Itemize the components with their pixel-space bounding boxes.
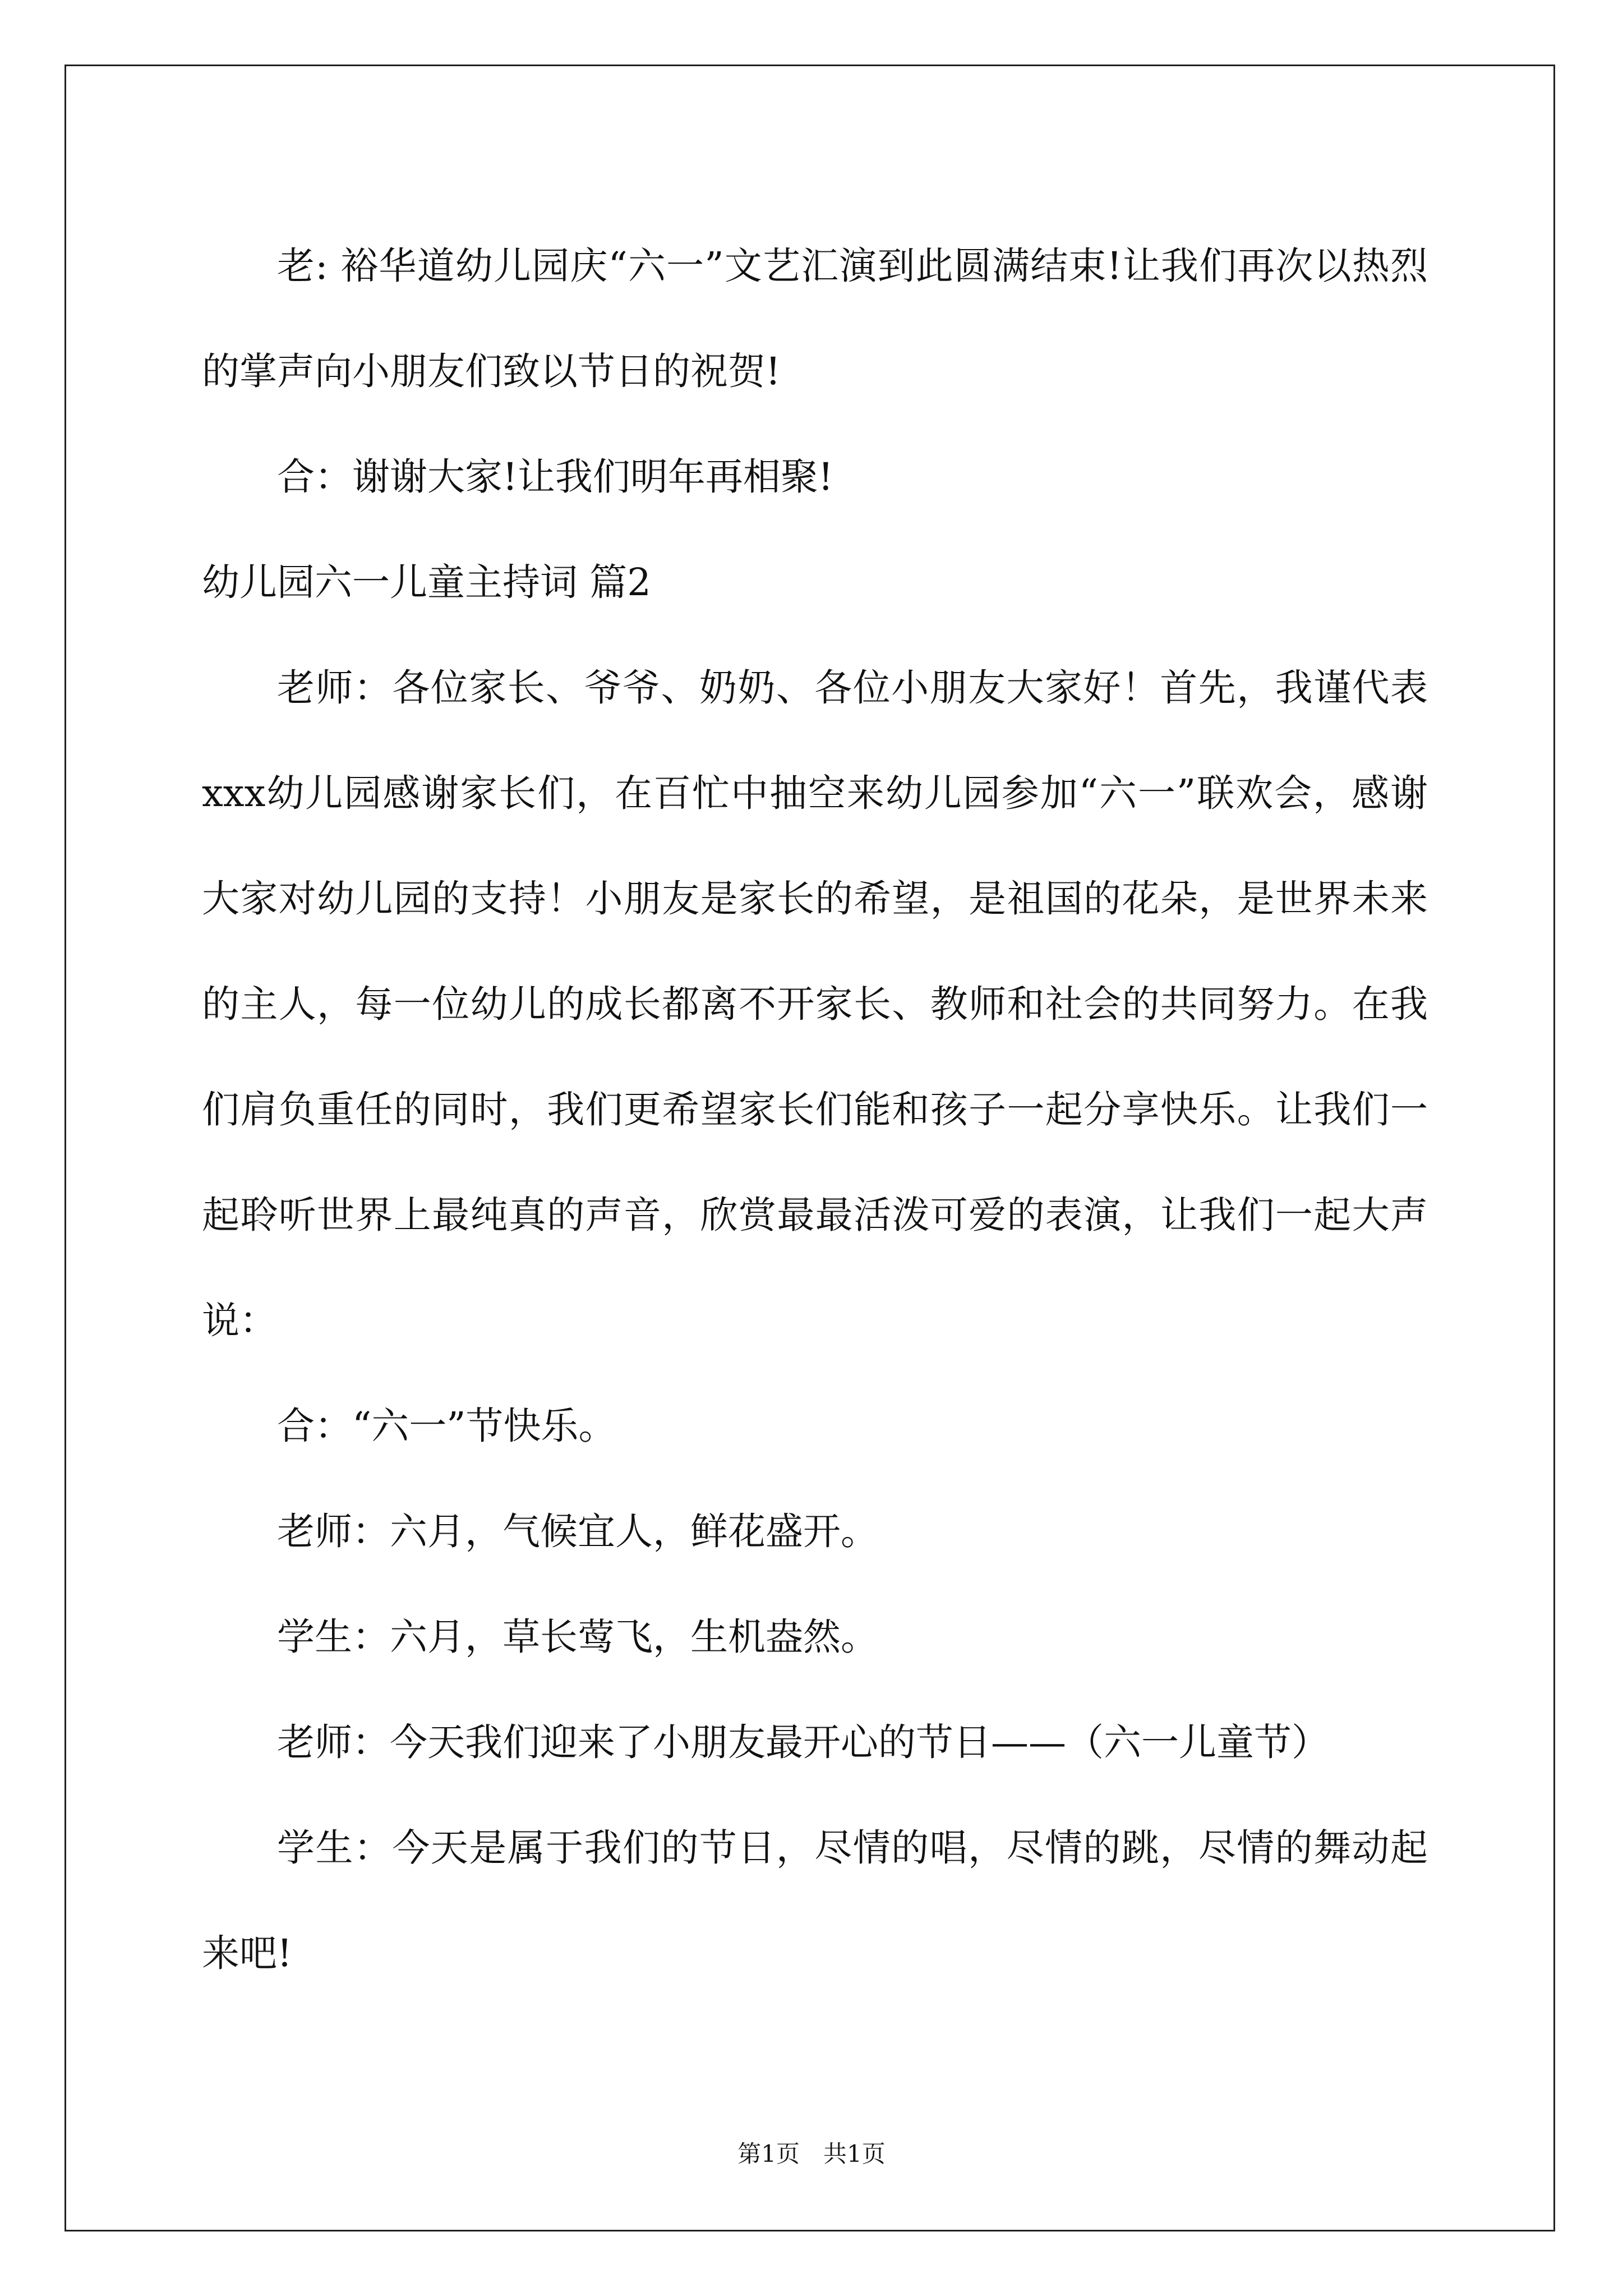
paragraph-teacher-opening: 老师：各位家长、爷爷、奶奶、各位小朋友大家好！首先，我谨代表xxx幼儿园感谢家长们，在百忙中抽空来幼儿园参加“六一”联欢会，感谢大家对幼儿园的支持！小朋友是家长的希望，是祖国的花朵，是世界未来的主人，每一位幼儿的成长都离不开家长、教师和社会的共同努力。在我们肩负重任的同时，我们更希望家长们能和孩子一起分享快乐。让我们一起聆听世界上最纯真的声音，欣赏最最活泼可爱的表演，让我们一起大声说： [202, 666, 1428, 1342]
paragraph-teacher-today: 老师：今天我们迎来了小朋友最开心的节日——（六一儿童节） [277, 1720, 1329, 1764]
document-body [202, 213, 1428, 2006]
paragraph-closing-all: 合：谢谢大家!让我们明年再相聚! [277, 455, 833, 499]
page-number: 第1页 共1页 [737, 2140, 886, 2168]
paragraph-closing-teacher: 老: 裕华道幼儿园庆“六一”文艺汇演到此圆满结束!让我们再次以热烈的掌声向小朋友们致以节日的祝贺! [202, 244, 1428, 393]
paragraph-student-june: 学生：六月，草长莺飞，生机盎然。 [277, 1615, 878, 1659]
paragraph-teacher-june: 老师：六月，气候宜人，鲜花盛开。 [277, 1510, 878, 1553]
paragraph-student-today: 学生：今天是属于我们的节日，尽情的唱，尽情的跳，尽情的舞动起来吧! [202, 1826, 1428, 1975]
paragraph-all-greeting: 合：“六一”节快乐。 [277, 1404, 616, 1448]
section-heading: 幼儿园六一儿童主持词 篇2 [202, 560, 651, 604]
